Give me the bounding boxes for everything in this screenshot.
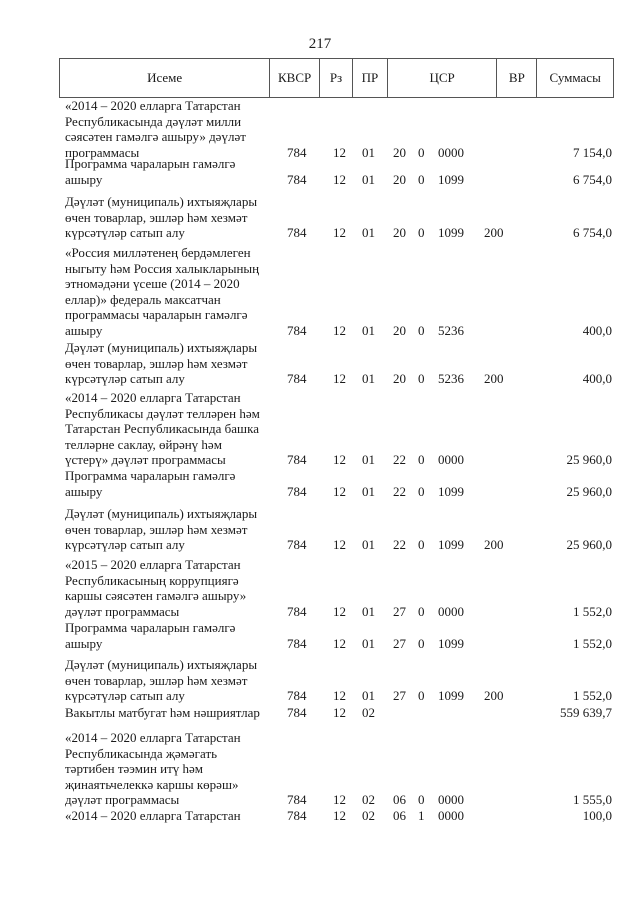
row-csr-program: 20	[393, 322, 406, 338]
row-name	[65, 98, 275, 160]
row-csr-direction: 1099	[438, 635, 464, 651]
row-name	[65, 390, 275, 468]
row-rz: 12	[333, 171, 346, 187]
row-csr-subprogram: 0	[418, 171, 425, 187]
row-csr-subprogram: 0	[418, 371, 425, 386]
row-csr-program: 22	[393, 537, 406, 552]
row-kvsr: 784	[287, 688, 307, 703]
row-name-line: телләрне саклау, өйрәнү һәм	[65, 436, 222, 452]
row-name-line: Программа чараларын гамәлгә	[65, 468, 236, 483]
row-kvsr: 784	[287, 705, 307, 720]
row-vr: 200	[484, 225, 504, 240]
row-sum: 559 639,7	[560, 705, 612, 720]
row-csr-direction: 0000	[438, 792, 464, 807]
row-csr-direction: 1099	[438, 537, 464, 552]
row-name-line: Дәүләт (муниципаль) ихтыяҗлары	[65, 506, 258, 521]
row-sum: 1 552,0	[573, 635, 612, 651]
row-name-line: еллар)» федераль максатчан	[65, 291, 221, 307]
row-pr: 01	[362, 322, 375, 338]
table-row	[0, 194, 640, 241]
row-name-line: Программа чараларын гамәлгә	[65, 620, 236, 635]
row-name-line: «2014 – 2020 елларга Татарстан	[65, 390, 241, 405]
row-name-line: «2015 – 2020 елларга Татарстан	[65, 557, 241, 572]
row-csr-direction: 1099	[438, 171, 464, 187]
row-name	[65, 557, 275, 619]
row-pr: 01	[362, 225, 375, 240]
row-csr-program: 20	[393, 144, 406, 160]
row-name-line: этномәдәни үсеше (2014 – 2020	[65, 276, 240, 291]
row-name	[65, 657, 275, 704]
header-sum: Суммасы	[549, 70, 601, 85]
row-sum: 1 552,0	[573, 603, 612, 619]
row-kvsr: 784	[287, 792, 307, 807]
row-sum: 7 154,0	[573, 144, 612, 160]
row-pr: 01	[362, 603, 375, 619]
row-csr-program: 27	[393, 603, 406, 619]
row-csr-direction: 1099	[438, 688, 464, 703]
row-name	[65, 808, 275, 824]
row-name-line: «2014 – 2020 елларга Татарстан	[65, 98, 241, 113]
row-name-line: тәртибен тәэмин итү һәм	[65, 761, 204, 776]
row-rz: 12	[333, 688, 346, 703]
header-pr: ПР	[353, 59, 388, 97]
row-rz: 12	[333, 225, 346, 240]
row-rz: 12	[333, 483, 346, 499]
header-vr: ВР	[497, 59, 537, 97]
row-name	[65, 468, 275, 499]
row-csr-direction: 0000	[438, 144, 464, 160]
row-pr: 01	[362, 144, 375, 160]
row-name-line: дәүләт программасы	[65, 603, 180, 619]
row-name-line: Республикасында дәүләт милли	[65, 113, 242, 129]
row-csr-direction: 0000	[438, 452, 464, 467]
row-name-line: ашыру	[65, 483, 103, 499]
row-pr: 01	[362, 171, 375, 187]
row-name-line: каршы сәясәтен гамәлгә ашыру»	[65, 588, 247, 603]
row-name-line: Республикасының коррупциягә	[65, 572, 239, 588]
row-csr-subprogram: 0	[418, 144, 425, 160]
row-name	[65, 194, 275, 241]
row-csr-subprogram: 1	[418, 808, 425, 823]
row-pr: 01	[362, 371, 375, 386]
row-name-line: программасы чараларын гамәлгә	[65, 307, 248, 322]
row-vr: 200	[484, 688, 504, 703]
row-name-line: Дәүләт (муниципаль) ихтыяҗлары	[65, 340, 258, 355]
row-csr-subprogram: 0	[418, 603, 425, 619]
row-csr-direction: 5236	[438, 322, 464, 338]
table-row	[0, 468, 640, 499]
row-name-line: Республикасы дәүләт телләрен һәм	[65, 405, 260, 421]
table-row	[0, 245, 640, 338]
row-sum: 6 754,0	[573, 171, 612, 187]
row-name	[65, 156, 275, 187]
row-csr-program: 27	[393, 635, 406, 651]
row-sum: 400,0	[582, 322, 612, 338]
row-csr-direction: 1099	[438, 225, 464, 240]
table-row	[0, 98, 640, 160]
row-sum: 25 960,0	[566, 537, 612, 552]
row-rz: 12	[333, 705, 346, 720]
row-pr: 02	[362, 808, 375, 823]
row-csr-subprogram: 0	[418, 792, 425, 807]
row-rz: 12	[333, 537, 346, 552]
row-kvsr: 784	[287, 371, 307, 386]
row-pr: 01	[362, 537, 375, 552]
row-sum: 400,0	[582, 371, 612, 386]
row-rz: 12	[333, 452, 346, 467]
row-vr: 200	[484, 371, 504, 386]
table-row	[0, 620, 640, 651]
row-csr-program: 22	[393, 483, 406, 499]
row-csr-direction: 0000	[438, 603, 464, 619]
row-csr-direction: 0000	[438, 808, 464, 823]
row-kvsr: 784	[287, 537, 307, 552]
header-kvsr: КВСР	[270, 59, 320, 97]
row-csr-subprogram: 0	[418, 322, 425, 338]
row-pr: 02	[362, 705, 375, 720]
row-csr-direction: 1099	[438, 483, 464, 499]
row-name-line: өчен товарлар, эшләр һәм хезмәт	[65, 672, 248, 688]
row-name	[65, 340, 275, 387]
row-name-line: күрсәтүләр сатып алу	[65, 688, 185, 703]
row-kvsr: 784	[287, 225, 307, 240]
row-rz: 12	[333, 322, 346, 338]
row-csr-subprogram: 0	[418, 635, 425, 651]
row-name-line: ныгыту һәм Россия халыкларының	[65, 260, 260, 276]
row-kvsr: 784	[287, 144, 307, 160]
page-number: 217	[308, 36, 332, 52]
row-vr: 200	[484, 537, 504, 552]
row-name-line: үстерү» дәүләт программасы	[65, 452, 226, 467]
row-csr-program: 22	[393, 452, 406, 467]
row-sum: 100,0	[582, 808, 612, 823]
row-pr: 02	[362, 792, 375, 807]
row-kvsr: 784	[287, 603, 307, 619]
row-csr-program: 20	[393, 171, 406, 187]
row-name-line: «2014 – 2020 елларга Татарстан	[65, 808, 241, 823]
table-row	[0, 156, 640, 187]
row-name-line: Дәүләт (муниципаль) ихтыяҗлары	[65, 194, 258, 209]
row-csr-program: 20	[393, 225, 406, 240]
row-rz: 12	[333, 808, 346, 823]
row-name-line: программасы	[65, 144, 140, 160]
row-name-line: Программа чараларын гамәлгә	[65, 156, 236, 171]
row-rz: 12	[333, 792, 346, 807]
row-name-line: Татарстан Республикасында башка	[65, 421, 259, 436]
row-name-line: өчен товарлар, эшләр һәм хезмәт	[65, 521, 248, 537]
row-name-line: ашыру	[65, 635, 103, 651]
row-name-line: «Россия милләтенең бердәмлеген	[65, 245, 251, 260]
row-csr-direction: 5236	[438, 371, 464, 386]
row-csr-subprogram: 0	[418, 537, 425, 552]
row-name-line: Дәүләт (муниципаль) ихтыяҗлары	[65, 657, 258, 672]
row-name-line: Вакытлы матбугат һәм нәшриятлар	[65, 705, 260, 720]
row-kvsr: 784	[287, 635, 307, 651]
row-sum: 1 555,0	[573, 792, 612, 807]
row-rz: 12	[333, 371, 346, 386]
row-name-line: дәүләт программасы	[65, 792, 180, 807]
row-csr-subprogram: 0	[418, 225, 425, 240]
row-name-line: җинаятьчелеккә каршы көрәш»	[65, 776, 239, 792]
row-name-line: ашыру	[65, 322, 103, 338]
row-csr-program: 06	[393, 808, 406, 823]
table-row	[0, 506, 640, 553]
table-row	[0, 657, 640, 704]
row-kvsr: 784	[287, 322, 307, 338]
header-rz: Рз	[320, 59, 353, 97]
row-sum: 25 960,0	[566, 483, 612, 499]
row-name-line: күрсәтүләр сатып алу	[65, 371, 185, 386]
row-name-line: «2014 – 2020 елларга Татарстан	[65, 730, 241, 745]
row-rz: 12	[333, 603, 346, 619]
row-pr: 01	[362, 688, 375, 703]
row-sum: 6 754,0	[573, 225, 612, 240]
row-pr: 01	[362, 483, 375, 499]
header-name: Исеме	[60, 59, 270, 97]
row-csr-subprogram: 0	[418, 483, 425, 499]
row-name	[65, 506, 275, 553]
row-csr-program: 06	[393, 792, 406, 807]
row-csr-program: 27	[393, 688, 406, 703]
row-rz: 12	[333, 635, 346, 651]
row-name	[65, 705, 275, 721]
row-sum: 1 552,0	[573, 688, 612, 703]
row-name-line: Республикасында җәмәгать	[65, 745, 218, 761]
row-name-line: сәясәтен гамәлгә ашыру» дәүләт	[65, 129, 246, 144]
table-row	[0, 705, 640, 721]
table-row	[0, 730, 640, 808]
row-kvsr: 784	[287, 452, 307, 467]
row-csr-subprogram: 0	[418, 688, 425, 703]
table-row	[0, 340, 640, 387]
row-kvsr: 784	[287, 171, 307, 187]
row-name	[65, 730, 275, 808]
table-row	[0, 557, 640, 619]
row-name-line: күрсәтүләр сатып алу	[65, 537, 185, 552]
row-pr: 01	[362, 452, 375, 467]
row-name-line: өчен товарлар, эшләр һәм хезмәт	[65, 209, 248, 225]
row-kvsr: 784	[287, 808, 307, 823]
row-pr: 01	[362, 635, 375, 651]
row-csr-program: 20	[393, 371, 406, 386]
header-csr: ЦСР	[388, 59, 498, 97]
row-name-line: ашыру	[65, 171, 103, 187]
row-kvsr: 784	[287, 483, 307, 499]
row-csr-subprogram: 0	[418, 452, 425, 467]
table-row	[0, 808, 640, 824]
row-name	[65, 620, 275, 651]
row-rz: 12	[333, 144, 346, 160]
row-name	[65, 245, 275, 338]
row-name-line: күрсәтүләр сатып алу	[65, 225, 185, 240]
table-row	[0, 390, 640, 468]
row-name-line: өчен товарлар, эшләр һәм хезмәт	[65, 355, 248, 371]
row-sum: 25 960,0	[566, 452, 612, 467]
